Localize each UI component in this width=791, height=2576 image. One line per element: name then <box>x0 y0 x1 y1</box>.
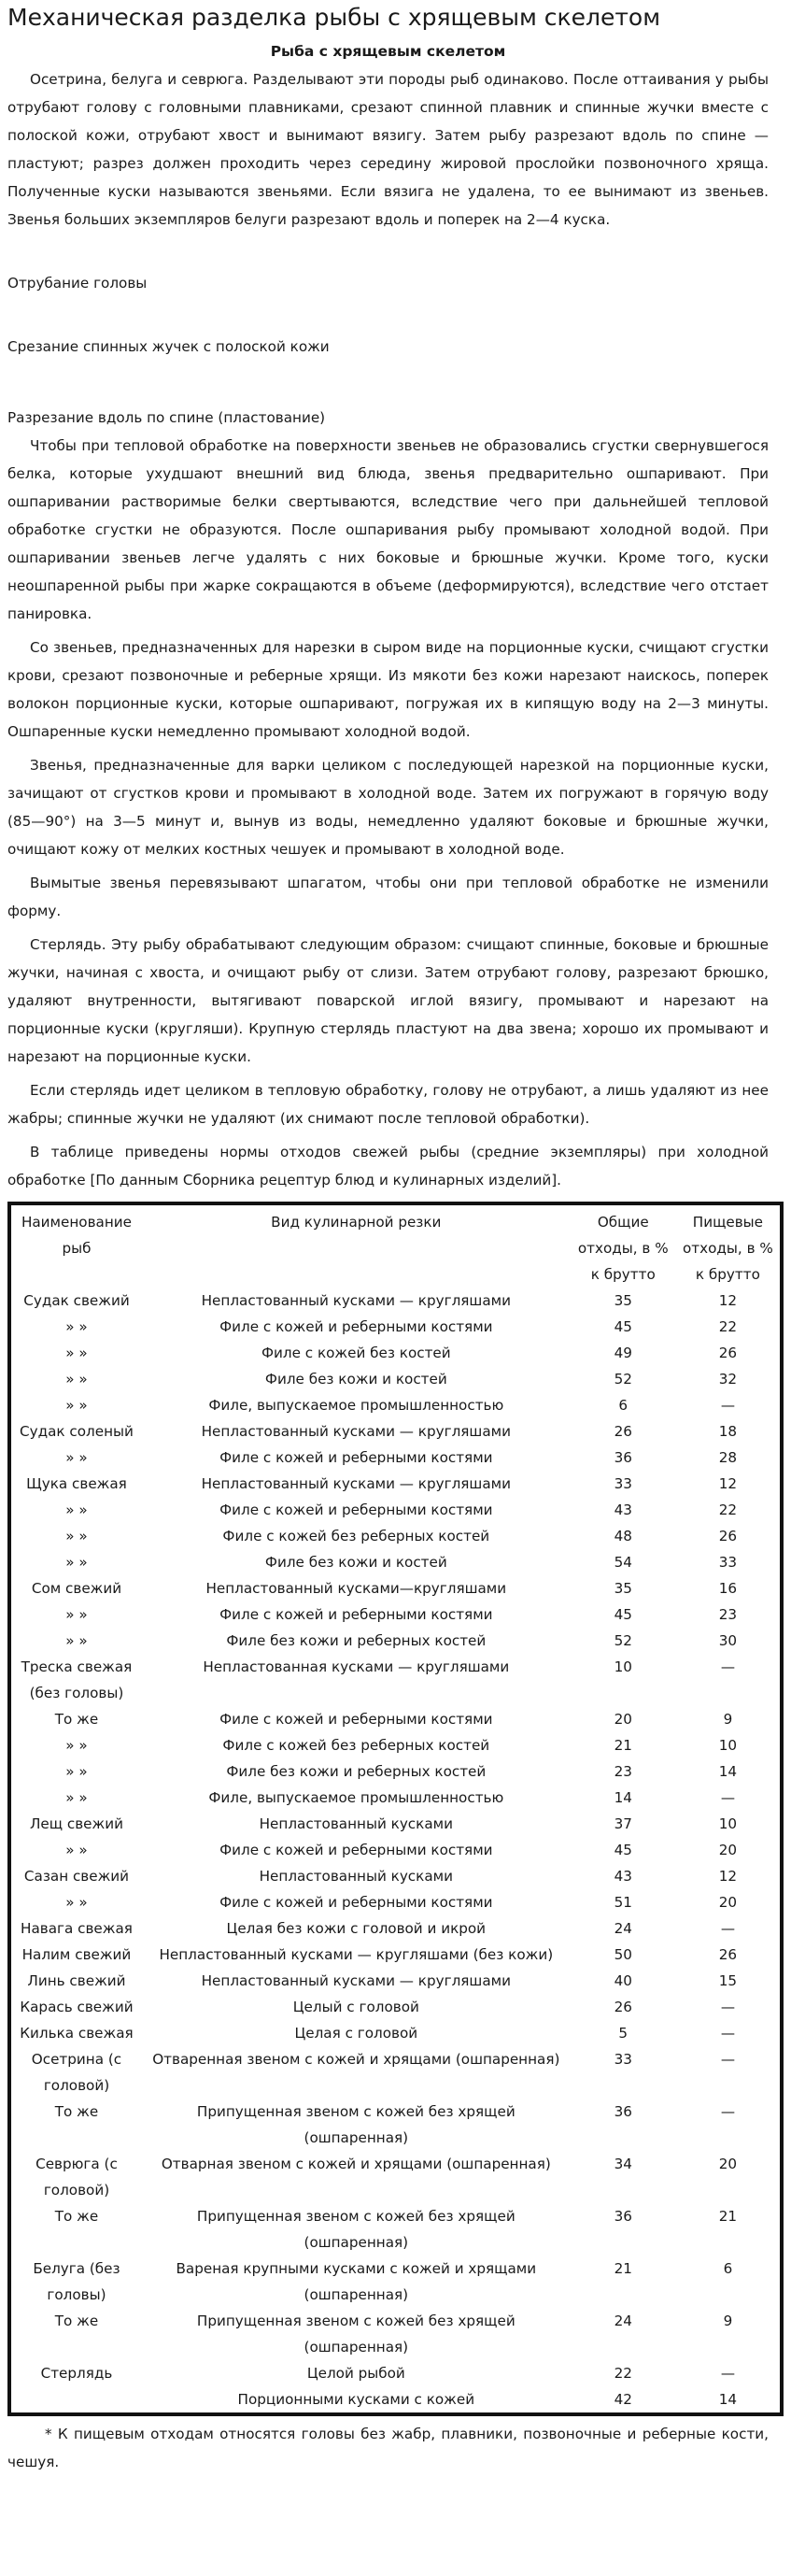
cell-food-waste: 18 <box>718 1423 738 1440</box>
cell-total-waste: 35 <box>614 1580 632 1597</box>
table-row <box>9 1942 782 1968</box>
cell-cut-type: Филе с кожей и реберными костями <box>219 1842 493 1858</box>
cell-cut-type: Непластованный кусками — кругляшами (без кожи) <box>159 1946 554 1963</box>
cell-fish-name: Сом свежий <box>31 1580 122 1597</box>
cell-total-waste: 45 <box>614 1318 632 1335</box>
cell-cut-type: Непластованная кусками — кругляшами <box>203 1658 510 1675</box>
heading-split: Разрезание вдоль по спине (пластование) <box>7 409 326 426</box>
cell-fish-name: » » <box>65 1371 88 1388</box>
intro-paragraph: Осетрина, белуга и севрюга. Разделывают эти породы рыб одинаково. После оттаивания у рыбы отрубают голову с головными плавниками, срезают спинной плавник и спинные жучки вместе с полоской кожи, отрубают хвост и вынимают вязигу. Затем рыбу разрезают вдоль по спине — пластуют; разрез должен проходить через середину жировой прослойки позвоночного хряща. Полученные куски называются звеньями. Если вязига не удалена, то ее вынимают из звеньев. Звенья больших экземпляров белуги разрезают вдоль и поперек на 2—4 куска. <box>7 71 769 228</box>
cell-total-waste: 54 <box>614 1554 632 1571</box>
cell-food-waste: — <box>720 2051 735 2068</box>
cell-food-waste: 32 <box>718 1371 738 1388</box>
cell-fish-name: Судак свежий <box>23 1292 130 1309</box>
cell-cut-type: Филе без кожи и реберных костей <box>226 1632 487 1649</box>
cell-food-waste: 33 <box>718 1554 738 1571</box>
cell-food-waste: 23 <box>718 1606 738 1623</box>
cell-fish-name: » » <box>65 1789 88 1806</box>
cell-fish-name: Щука свежая <box>26 1475 127 1492</box>
table-row <box>9 1601 782 1628</box>
cell-fish-name: » » <box>65 1632 88 1649</box>
cell-total-waste: 26 <box>614 1999 632 2015</box>
cell-cut-type: Филе без кожи и реберных костей <box>226 1763 487 1780</box>
cell-cut-type: Филе, выпускаемое промышленностью <box>208 1789 504 1806</box>
paragraph-boiling: Звенья, предназначенные для варки целиком с последующей нарезкой на порционные куски, зачищают от сгустков крови и промывают в холодной воде. Затем их погружают в горячую воду (85—90°) на 3—5 минут и, вынув из воды, немедленно удаляют боковые и брюшные жучки, очищают кожу от мелких костных чешуек и промывают в холодной воде. <box>7 757 769 858</box>
cell-total-waste: 40 <box>614 1972 632 1989</box>
cell-total-waste: 34 <box>614 2156 632 2172</box>
cell-cut-type: Филе, выпускаемое промышленностью <box>208 1397 504 1414</box>
cell-fish-name: Килька свежая <box>20 2025 134 2042</box>
cell-food-waste: 12 <box>718 1868 738 1885</box>
cell-total-waste: 43 <box>614 1868 632 1885</box>
table-row <box>9 1654 782 1706</box>
cell-food-waste: 20 <box>718 2156 738 2172</box>
heading-spine-cut: Срезание спинных жучек с полоской кожи <box>7 338 330 355</box>
cell-fish-name: » » <box>65 1345 88 1361</box>
cell-fish-name: Налим свежий <box>21 1946 132 1963</box>
cell-cut-type: Вареная крупными кусками с кожей и хрящами (ошпаренная) <box>176 2260 537 2303</box>
cell-cut-type: Филе с кожей и реберными костями <box>219 1711 493 1728</box>
paragraph-tying: Вымытые звенья перевязывают шпагатом, чтобы они при тепловой обработке не изменили форму. <box>7 875 769 919</box>
table-row <box>9 2046 782 2099</box>
cell-fish-name: Линь свежий <box>27 1972 126 1989</box>
paragraph-raw-cut: Со звеньев, предназначенных для нарезки в сыром виде на порционные куски, счищают сгустки крови, срезают позвоночные и реберные хрящи. Из мякоти без кожи нарезают наискось, поперек волокон порционные куски, которые ошпаривают, погружая их в кипящую воду на 2—3 минуты. Ошпаренные куски немедленно промывают холодной водой. <box>7 639 769 740</box>
cell-food-waste: 22 <box>718 1318 738 1335</box>
cell-total-waste: 26 <box>614 1423 632 1440</box>
cell-total-waste: 33 <box>614 2051 632 2068</box>
cell-fish-name: Навага свежая <box>21 1920 133 1937</box>
cell-food-waste: 20 <box>718 1842 738 1858</box>
cell-total-waste: 52 <box>614 1632 632 1649</box>
cell-total-waste: 36 <box>614 1449 632 1466</box>
cell-total-waste: 23 <box>614 1763 632 1780</box>
cell-fish-name: Белуга (без головы) <box>33 2260 120 2303</box>
cell-fish-name: » » <box>65 1554 88 1571</box>
header-fish-name: Наименование рыб <box>21 1214 132 1257</box>
table-row <box>9 1445 782 1471</box>
table-row <box>9 1863 782 1889</box>
table-row <box>9 1837 782 1863</box>
cell-food-waste: — <box>720 1999 735 2015</box>
table-row <box>9 1288 782 1314</box>
cell-total-waste: 45 <box>614 1842 632 1858</box>
cell-fish-name: Стерлядь <box>40 2365 113 2382</box>
table-row <box>9 1706 782 1732</box>
cell-total-waste: 36 <box>614 2103 632 2120</box>
cell-food-waste: — <box>720 2025 735 2042</box>
cell-total-waste: 35 <box>614 1292 632 1309</box>
table-row <box>9 1366 782 1392</box>
cell-food-waste: 10 <box>718 1737 738 1754</box>
table-row <box>9 1889 782 1915</box>
cell-food-waste: 9 <box>723 2313 733 2329</box>
cell-cut-type: Отваренная звеном с кожей и хрящами (ошпаренная) <box>152 2051 560 2068</box>
cell-total-waste: 6 <box>618 1397 629 1414</box>
table-row <box>9 2203 782 2256</box>
paragraph-sterlet-whole: Если стерлядь идет целиком в тепловую обработку, голову не отрубают, а лишь удаляют из нее жабры; спинные жучки не удаляют (их снимают после тепловой обработки). <box>7 1082 769 1127</box>
cell-total-waste: 33 <box>614 1475 632 1492</box>
table-row <box>9 2308 782 2360</box>
cell-cut-type: Филе с кожей и реберными костями <box>219 1894 493 1911</box>
cell-cut-type: Целой рыбой <box>306 2365 405 2382</box>
cell-fish-name: » » <box>65 1397 88 1414</box>
cell-total-waste: 21 <box>614 2260 632 2277</box>
cell-cut-type: Непластованный кусками <box>259 1815 453 1832</box>
table-row <box>9 2020 782 2046</box>
table-row <box>9 1575 782 1601</box>
cell-cut-type: Целая без кожи с головой и икрой <box>226 1920 487 1937</box>
cell-food-waste: — <box>720 2103 735 2120</box>
table-row <box>9 1732 782 1758</box>
cell-cut-type: Целая с головой <box>294 2025 418 2042</box>
document-page <box>0 2 776 2476</box>
section-subtitle: Рыба с хрящевым скелетом <box>270 43 506 60</box>
cell-cut-type: Филе с кожей и реберными костями <box>219 1318 493 1335</box>
cell-food-waste: 14 <box>718 2391 738 2408</box>
table-row <box>9 2099 782 2151</box>
table-row <box>9 1628 782 1654</box>
cell-total-waste: 43 <box>614 1501 632 1518</box>
cell-food-waste: 14 <box>718 1763 738 1780</box>
cell-total-waste: 5 <box>618 2025 629 2042</box>
cell-cut-type: Целый с головой <box>292 1999 419 2015</box>
cell-food-waste: 12 <box>718 1475 738 1492</box>
cell-cut-type: Непластованный кусками—кругляшами <box>205 1580 507 1597</box>
page-title: Механическая разделка рыбы с хрящевым скелетом <box>7 4 661 31</box>
cell-food-waste: 22 <box>718 1501 738 1518</box>
cell-fish-name: » » <box>65 1763 88 1780</box>
cell-total-waste: 49 <box>614 1345 632 1361</box>
cell-fish-name <box>9 2386 142 2414</box>
cell-total-waste: 51 <box>614 1894 632 1911</box>
cell-cut-type: Непластованный кусками — кругляшами <box>201 1292 511 1309</box>
cell-food-waste: 16 <box>718 1580 738 1597</box>
cell-fish-name: » » <box>65 1501 88 1518</box>
table-row <box>9 1392 782 1418</box>
cell-total-waste: 10 <box>614 1658 632 1675</box>
cell-total-waste: 48 <box>614 1528 632 1544</box>
cell-fish-name: Сазан свежий <box>23 1868 130 1885</box>
cell-food-waste: 9 <box>723 1711 733 1728</box>
cell-total-waste: 14 <box>614 1789 632 1806</box>
cell-fish-name: » » <box>65 1894 88 1911</box>
cell-fish-name: » » <box>65 1842 88 1858</box>
cell-cut-type: Непластованный кусками — кругляшами <box>201 1475 511 1492</box>
table-row <box>9 1549 782 1575</box>
cell-cut-type: Припущенная звеном с кожей без хрящей (ошпаренная) <box>196 2208 516 2251</box>
table-row <box>9 1471 782 1497</box>
cell-cut-type: Непластованный кусками — кругляшами <box>201 1423 511 1440</box>
cell-total-waste: 21 <box>614 1737 632 1754</box>
table-row <box>9 1523 782 1549</box>
cell-food-waste: 26 <box>718 1528 738 1544</box>
table-row <box>9 1811 782 1837</box>
cell-fish-name: То же <box>54 2208 99 2225</box>
header-cut-type: Вид кулинарной резки <box>271 1214 442 1231</box>
table-row <box>9 1758 782 1785</box>
paragraph-table-intro: В таблице приведены нормы отходов свежей рыбы (средние экземпляры) при холодной обработке [По данным Сборника рецептур блюд и кулинарных изделий]. <box>7 1144 769 1188</box>
cell-fish-name: » » <box>65 1449 88 1466</box>
table-row <box>9 1994 782 2020</box>
cell-fish-name: То же <box>54 2103 99 2120</box>
cell-food-waste: 12 <box>718 1292 738 1309</box>
footnote: * К пищевым отходам относятся головы без жабр, плавники, позвоночные и реберные кости, чешуя. <box>7 2426 769 2470</box>
table-row <box>9 1915 782 1942</box>
cell-cut-type: Филе с кожей и реберными костями <box>219 1606 493 1623</box>
cell-fish-name: Осетрина (с головой) <box>31 2051 122 2094</box>
header-total-waste: Общие отходы, в % к брутто <box>577 1214 669 1283</box>
heading-head-cut: Отрубание головы <box>7 275 148 292</box>
cell-fish-name: Севрюга (с головой) <box>35 2156 118 2199</box>
cell-total-waste: 50 <box>614 1946 632 1963</box>
cell-cut-type: Припущенная звеном с кожей без хрящей (ошпаренная) <box>196 2313 516 2355</box>
table-row <box>9 2360 782 2386</box>
cell-fish-name: » » <box>65 1606 88 1623</box>
cell-total-waste: 36 <box>614 2208 632 2225</box>
cell-cut-type: Непластованный кусками — кругляшами <box>201 1972 511 1989</box>
table-row <box>9 1497 782 1523</box>
cell-food-waste: 15 <box>718 1972 738 1989</box>
cell-fish-name: Треска свежая (без головы) <box>21 1658 133 1701</box>
cell-cut-type: Непластованный кусками <box>259 1868 453 1885</box>
table-row <box>9 1968 782 1994</box>
table-row <box>9 1418 782 1445</box>
table-row <box>9 1785 782 1811</box>
paragraph-scalding: Чтобы при тепловой обработке на поверхности звеньев не образовались сгустки свернувшегося белка, которые ухудшают внешний вид блюда, звенья предварительно ошпаривают. При ошпаривании растворимые белки свертываются, вследствие чего при дальнейшей тепловой обработке сгустки не образуются. После ошпаривания рыбу промывают холодной водой. При ошпаривании звеньев легче удалять с них боковые и брюшные жучки. Кроме того, куски неошпаренной рыбы при жарке сокращаются в объеме (деформируются), вследствие чего отстает панировка. <box>7 437 769 622</box>
table-row <box>9 1340 782 1366</box>
cell-total-waste: 24 <box>614 2313 632 2329</box>
cell-cut-type: Филе с кожей и реберными костями <box>219 1501 493 1518</box>
table-row <box>9 1314 782 1340</box>
cell-cut-type: Порционными кусками с кожей <box>237 2391 475 2408</box>
cell-food-waste: 28 <box>718 1449 738 1466</box>
waste-norms-table <box>7 1202 784 2416</box>
cell-food-waste: — <box>720 1920 735 1937</box>
cell-food-waste: — <box>720 2365 735 2382</box>
header-food-waste: Пищевые отходы, в % к брутто <box>683 1214 773 1283</box>
cell-food-waste: — <box>720 1397 735 1414</box>
cell-total-waste: 37 <box>614 1815 632 1832</box>
paragraph-sterlet: Стерлядь. Эту рыбу обрабатывают следующим образом: счищают спинные, боковые и брюшные жучки, начиная с хвоста, и очищают рыбу от слизи. Затем отрубают голову, разрезают брюшко, удаляют внутренности, вытягивают поварской иглой вязигу, промывают и нарезают на порционные куски (кругляши). Крупную стерлядь пластуют на два звена; хорошо их промывают и нарезают на порционные куски. <box>7 936 769 1065</box>
cell-fish-name: Судак соленый <box>20 1423 134 1440</box>
cell-cut-type: Филе без кожи и костей <box>264 1554 447 1571</box>
cell-food-waste: 26 <box>718 1946 738 1963</box>
cell-total-waste: 22 <box>614 2365 632 2382</box>
cell-cut-type: Отварная звеном с кожей и хрящами (ошпаренная) <box>161 2156 551 2172</box>
cell-food-waste: 10 <box>718 1815 738 1832</box>
cell-food-waste: 21 <box>718 2208 738 2225</box>
cell-total-waste: 42 <box>614 2391 632 2408</box>
cell-food-waste: — <box>720 1658 735 1675</box>
cell-fish-name: » » <box>65 1737 88 1754</box>
cell-fish-name: Лещ свежий <box>29 1815 123 1832</box>
cell-cut-type: Филе с кожей без костей <box>261 1345 451 1361</box>
cell-fish-name: То же <box>54 1711 99 1728</box>
table-row <box>9 2151 782 2203</box>
table-body <box>9 1288 782 2414</box>
cell-cut-type: Филе с кожей и реберными костями <box>219 1449 493 1466</box>
cell-food-waste: 6 <box>723 2260 733 2277</box>
cell-total-waste: 20 <box>614 1711 632 1728</box>
cell-fish-name: » » <box>65 1528 88 1544</box>
cell-cut-type: Филе без кожи и костей <box>264 1371 447 1388</box>
cell-cut-type: Припущенная звеном с кожей без хрящей (ошпаренная) <box>196 2103 516 2146</box>
cell-food-waste: — <box>720 1789 735 1806</box>
cell-total-waste: 52 <box>614 1371 632 1388</box>
cell-cut-type: Филе с кожей без реберных костей <box>222 1528 490 1544</box>
cell-total-waste: 45 <box>614 1606 632 1623</box>
cell-food-waste: 30 <box>718 1632 738 1649</box>
cell-food-waste: 26 <box>718 1345 738 1361</box>
cell-food-waste: 20 <box>718 1894 738 1911</box>
table-header-row <box>9 1203 782 1288</box>
cell-fish-name: Карась свежий <box>20 1999 134 2015</box>
table-row <box>9 2386 782 2414</box>
cell-cut-type: Филе с кожей без реберных костей <box>222 1737 490 1754</box>
cell-fish-name: » » <box>65 1318 88 1335</box>
cell-total-waste: 24 <box>614 1920 632 1937</box>
table-row <box>9 2256 782 2308</box>
cell-fish-name: То же <box>54 2313 99 2329</box>
